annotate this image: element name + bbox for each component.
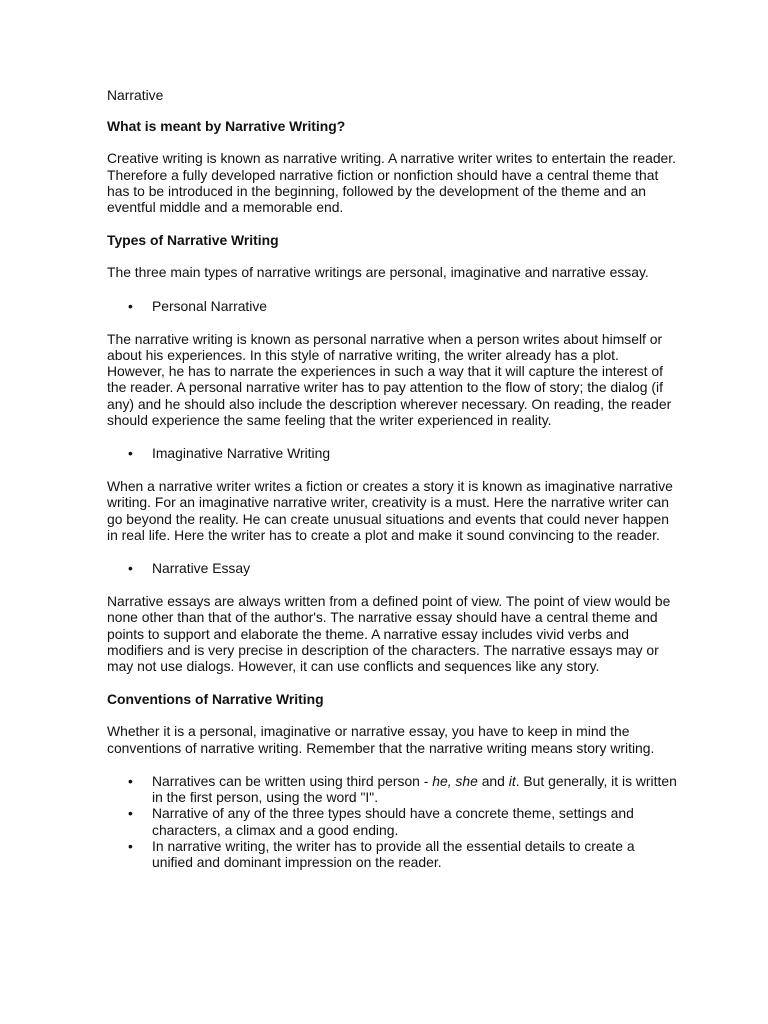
list-text: In narrative writing, the writer has to provide all the essential details to create a unified and dominant impression on the reader. xyxy=(152,837,635,870)
paragraph-imaginative-narrative: When a narrative writer writes a fiction or creates a story it is known as imaginative narrative writing. For an imaginative narrative writer, creativity is a must. Here the narrative writer can go beyond the reality. He can create unusual situations and events that could never happen in real life. Here the writer has to create a plot and make it sound convincing to the reader. xyxy=(107,478,673,543)
bullet-icon: • xyxy=(128,805,133,822)
paragraph-conventions-intro: Whether it is a personal, imaginative or narrative essay, you have to keep in mind the conventions of narrative writing. Remember that the narrative writing means story writing. xyxy=(107,723,655,756)
list-text: . But generally, it is written in the first person, using the word "I". xyxy=(152,772,677,806)
list-item xyxy=(107,805,677,837)
document-page xyxy=(107,87,677,870)
bullet-narrative-essay xyxy=(107,560,677,576)
document-title: Narrative xyxy=(107,87,164,103)
bullet-personal-narrative xyxy=(107,298,677,314)
paragraph-narrative-essay: Narrative essays are always written from a defined point of view. The point of view would be none other than that of the author's. The narrative essay should have a central theme and points to support and elaborate the theme. A narrative essay includes vivid verbs and modifiers and is very precise in description of the characters. The narrative essays may or may not use dialogs. However, it can use conflicts and sequences like any story. xyxy=(107,593,671,675)
bullet-icon: • xyxy=(128,772,133,789)
bullet-icon: • xyxy=(128,560,133,577)
bullet-imaginative-narrative xyxy=(107,445,677,461)
heading-types: Types of Narrative Writing xyxy=(107,232,279,249)
bullet-label: Personal Narrative xyxy=(152,297,268,314)
list-text: Narratives can be written using third person - xyxy=(152,772,433,789)
list-text-italic: he, she xyxy=(432,772,478,789)
paragraph-definition: Creative writing is known as narrative writing. A narrative writer writes to entertain the reader. Therefore a fully developed narrative fiction or nonfiction should have a central theme that has to be introduced in the beginning, followed by the development of the theme and an eventful middle and a memorable end. xyxy=(107,150,676,216)
paragraph-types-intro: The three main types of narrative writings are personal, imaginative and narrative essay. xyxy=(107,264,649,281)
bullet-icon: • xyxy=(128,445,133,462)
paragraph-personal-narrative: The narrative writing is known as personal narrative when a person writes about himself or about his experiences. In this style of narrative writing, the writer already has a plot. However, he has to narrate the experiences in such a way that it will capture the interest of the reader. A personal narrative writer has to pay attention to the flow of story; the dialog (if any) and he should also include the description wherever necessary. On reading, the reader should experience the same feeling that the writer experienced in reality. xyxy=(107,330,672,428)
list-text-italic: it xyxy=(508,772,516,789)
list-text: Narrative of any of the three types should have a concrete theme, settings and characters, a climax and a good ending. xyxy=(152,805,634,838)
heading-conventions: Conventions of Narrative Writing xyxy=(107,691,324,708)
list-text: and xyxy=(477,772,509,789)
list-item xyxy=(107,773,677,805)
bullet-label: Imaginative Narrative Writing xyxy=(152,445,331,462)
heading-what-is-narrative: What is meant by Narrative Writing? xyxy=(107,118,346,135)
bullet-icon: • xyxy=(128,297,133,314)
bullet-icon: • xyxy=(128,837,133,854)
list-item xyxy=(107,838,677,870)
conventions-list xyxy=(107,773,677,870)
bullet-label: Narrative Essay xyxy=(152,560,251,577)
